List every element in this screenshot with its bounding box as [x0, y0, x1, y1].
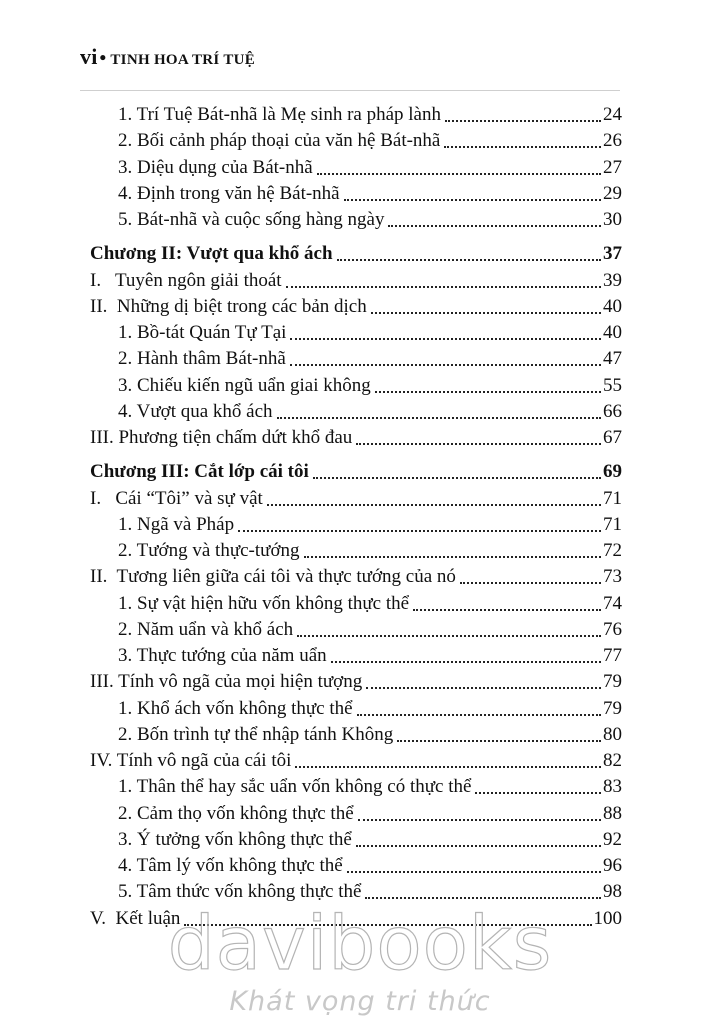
watermark-tagline: Khát vọng tri thức: [229, 986, 491, 1017]
toc-page-number: 76: [603, 618, 622, 640]
toc-entry-label: 5. Tâm thức vốn không thực thể: [118, 881, 362, 903]
toc-page-number: 82: [603, 750, 622, 771]
toc-page-number: 66: [603, 400, 622, 422]
dot-leader: [356, 442, 601, 445]
toc-row: [118, 589, 622, 615]
toc-row: [118, 100, 622, 126]
toc-entry-label: V. Kết luận: [90, 907, 181, 929]
toc-entry-label: 1. Bồ-tát Quán Tự Tại: [118, 322, 287, 343]
toc-row: [118, 397, 622, 423]
dot-leader: [445, 119, 601, 122]
toc-entry-label: II. Tương liên giữa cái tôi và thực tướng của nó: [90, 566, 456, 588]
dot-leader: [277, 416, 601, 419]
toc-entry-label: 1. Khổ ách vốn không thực thể: [118, 697, 353, 719]
toc-entry-label: I. Tuyên ngôn giải thoát: [90, 269, 282, 291]
toc-page-number: 100: [593, 907, 622, 929]
toc-chapter-row: [90, 457, 622, 483]
toc-entry-label: III. Tính vô ngã của mọi hiện tượng: [90, 671, 363, 693]
toc-page-number: 47: [603, 348, 622, 370]
toc-entry-label: 2. Cảm thọ vốn không thực thể: [118, 802, 354, 824]
dot-leader: [357, 713, 601, 716]
toc-row: [118, 720, 622, 746]
toc-entry-label: 2. Hành thâm Bát-nhã: [118, 348, 286, 370]
toc-page-number: 77: [603, 645, 622, 666]
toc-page-number: 73: [603, 566, 622, 588]
dot-leader: [475, 791, 601, 794]
dot-leader: [184, 923, 591, 926]
toc-entry-label: 4. Định trong văn hệ Bát-nhã: [118, 182, 340, 204]
toc-entry-label: 2. Bối cảnh pháp thoại của văn hệ Bát-nhã: [118, 130, 441, 152]
toc-entry-label: 2. Bốn trình tự thể nhập tánh Không: [118, 723, 394, 745]
toc-page-number: 83: [603, 776, 622, 798]
toc-row: [118, 344, 622, 370]
toc-row: [90, 904, 622, 930]
dot-leader: [267, 503, 601, 506]
toc-entry-label: 1. Sự vật hiện hữu vốn không thực thể: [118, 592, 410, 614]
dot-leader: [366, 686, 601, 689]
dot-leader: [297, 634, 601, 637]
dot-leader: [290, 363, 601, 366]
watermark-brand: davibooks: [167, 901, 553, 987]
book-title: TINH HOA TRÍ TUỆ: [110, 52, 256, 68]
toc-entry-label: 3. Diệu dụng của Bát-nhã: [118, 156, 313, 178]
toc-page-number: 71: [603, 513, 622, 535]
dot-leader: [388, 224, 601, 227]
dot-leader: [290, 337, 601, 340]
toc-row: [90, 292, 622, 318]
toc-entry-label: 1. Ngã và Pháp: [118, 513, 235, 535]
toc-row: [90, 484, 622, 510]
dot-leader: [317, 172, 601, 175]
toc-row: [90, 667, 622, 693]
toc-page-number: 74: [603, 592, 622, 614]
toc-entry-label: 2. Tướng và thực-tướng: [118, 540, 300, 561]
toc-row: [118, 153, 622, 179]
toc-page-number: 24: [603, 104, 622, 125]
toc-row: [118, 799, 622, 825]
toc-row: [118, 126, 622, 152]
toc-entry-label: 3. Ý tưởng vốn không thực thể: [118, 828, 352, 850]
toc-row: [118, 536, 622, 562]
dot-leader: [344, 198, 601, 201]
toc-row: [118, 877, 622, 903]
page-number-roman: vi: [80, 44, 98, 69]
dot-leader: [397, 739, 601, 742]
dot-leader: [238, 529, 601, 532]
dot-leader: [337, 258, 601, 261]
toc-row: [90, 562, 622, 588]
toc-page-number: 29: [603, 182, 622, 204]
toc-row: [118, 772, 622, 798]
toc-page-number: 72: [603, 540, 622, 561]
dot-leader: [358, 818, 601, 821]
toc-entry-label: II. Những dị biệt trong các bản dịch: [90, 295, 367, 317]
toc-page-number: 30: [603, 209, 622, 230]
toc-page-number: 96: [603, 855, 622, 876]
toc-entry-label: 3. Chiếu kiến ngũ uẩn giai không: [118, 374, 371, 396]
dot-leader: [331, 660, 601, 663]
dot-leader: [413, 608, 601, 611]
toc-entry-label: 1. Thân thể hay sắc uẩn vốn không có thực thể: [118, 776, 472, 798]
toc-row: [118, 510, 622, 536]
toc-page-number: 40: [603, 295, 622, 317]
toc-row: [90, 746, 622, 772]
toc-page-number: 37: [603, 243, 622, 265]
toc-row: [118, 205, 622, 231]
toc-entry-label: 4. Vượt qua khổ ách: [118, 400, 273, 422]
dot-leader: [375, 390, 601, 393]
dot-leader: [295, 765, 601, 768]
toc-row: [90, 266, 622, 292]
toc-page-number: 27: [603, 156, 622, 178]
dot-leader: [356, 844, 601, 847]
toc-entry-label: 5. Bát-nhã và cuộc sống hàng ngày: [118, 209, 385, 230]
toc-entry-label: III. Phương tiện chấm dứt khổ đau: [90, 427, 353, 448]
toc-page-number: 88: [603, 802, 622, 824]
toc-page-number: 26: [603, 130, 622, 152]
toc-chapter-row: [90, 239, 622, 265]
dot-leader: [304, 555, 601, 558]
toc-entry-label: 2. Năm uẩn và khổ ách: [118, 618, 294, 640]
toc-row: [118, 179, 622, 205]
dot-leader: [347, 870, 601, 873]
toc-entry-label: Chương II: Vượt qua khổ ách: [90, 243, 333, 265]
toc-entry-label: 4. Tâm lý vốn không thực thể: [118, 855, 343, 876]
toc-row: [118, 615, 622, 641]
toc-entry-label: 3. Thực tướng của năm uẩn: [118, 645, 327, 666]
toc-page-number: 39: [603, 269, 622, 291]
toc-entry-label: 1. Trí Tuệ Bát-nhã là Mẹ sinh ra pháp lành: [118, 104, 441, 125]
toc-page-number: 67: [603, 427, 622, 448]
toc-row: [118, 694, 622, 720]
toc-row: [118, 318, 622, 344]
toc-page-number: 98: [603, 881, 622, 903]
header-rule: [80, 90, 620, 91]
toc-row: [90, 423, 622, 449]
toc-page-number: 40: [603, 322, 622, 343]
dot-leader: [365, 896, 601, 899]
toc-entry-label: IV. Tính vô ngã của cái tôi: [90, 750, 292, 771]
dot-leader: [371, 311, 601, 314]
dot-leader: [313, 476, 601, 479]
dot-leader: [460, 581, 601, 584]
toc-page-number: 92: [603, 828, 622, 850]
toc-page-number: 69: [603, 461, 622, 483]
toc-row: [118, 371, 622, 397]
toc-row: [118, 851, 622, 877]
toc-page-number: 55: [603, 374, 622, 396]
toc-row: [118, 641, 622, 667]
toc-page-number: 79: [603, 697, 622, 719]
running-header: [80, 44, 255, 70]
toc-page-number: 79: [603, 671, 622, 693]
toc-row: [118, 825, 622, 851]
dot-leader: [286, 285, 601, 288]
toc-page-number: 80: [603, 723, 622, 745]
toc-page-number: 71: [603, 487, 622, 509]
bullet-separator: •: [99, 48, 107, 69]
toc-entry-label: I. Cái “Tôi” và sự vật: [90, 487, 263, 509]
dot-leader: [444, 145, 601, 148]
toc-entry-label: Chương III: Cắt lớp cái tôi: [90, 461, 309, 483]
